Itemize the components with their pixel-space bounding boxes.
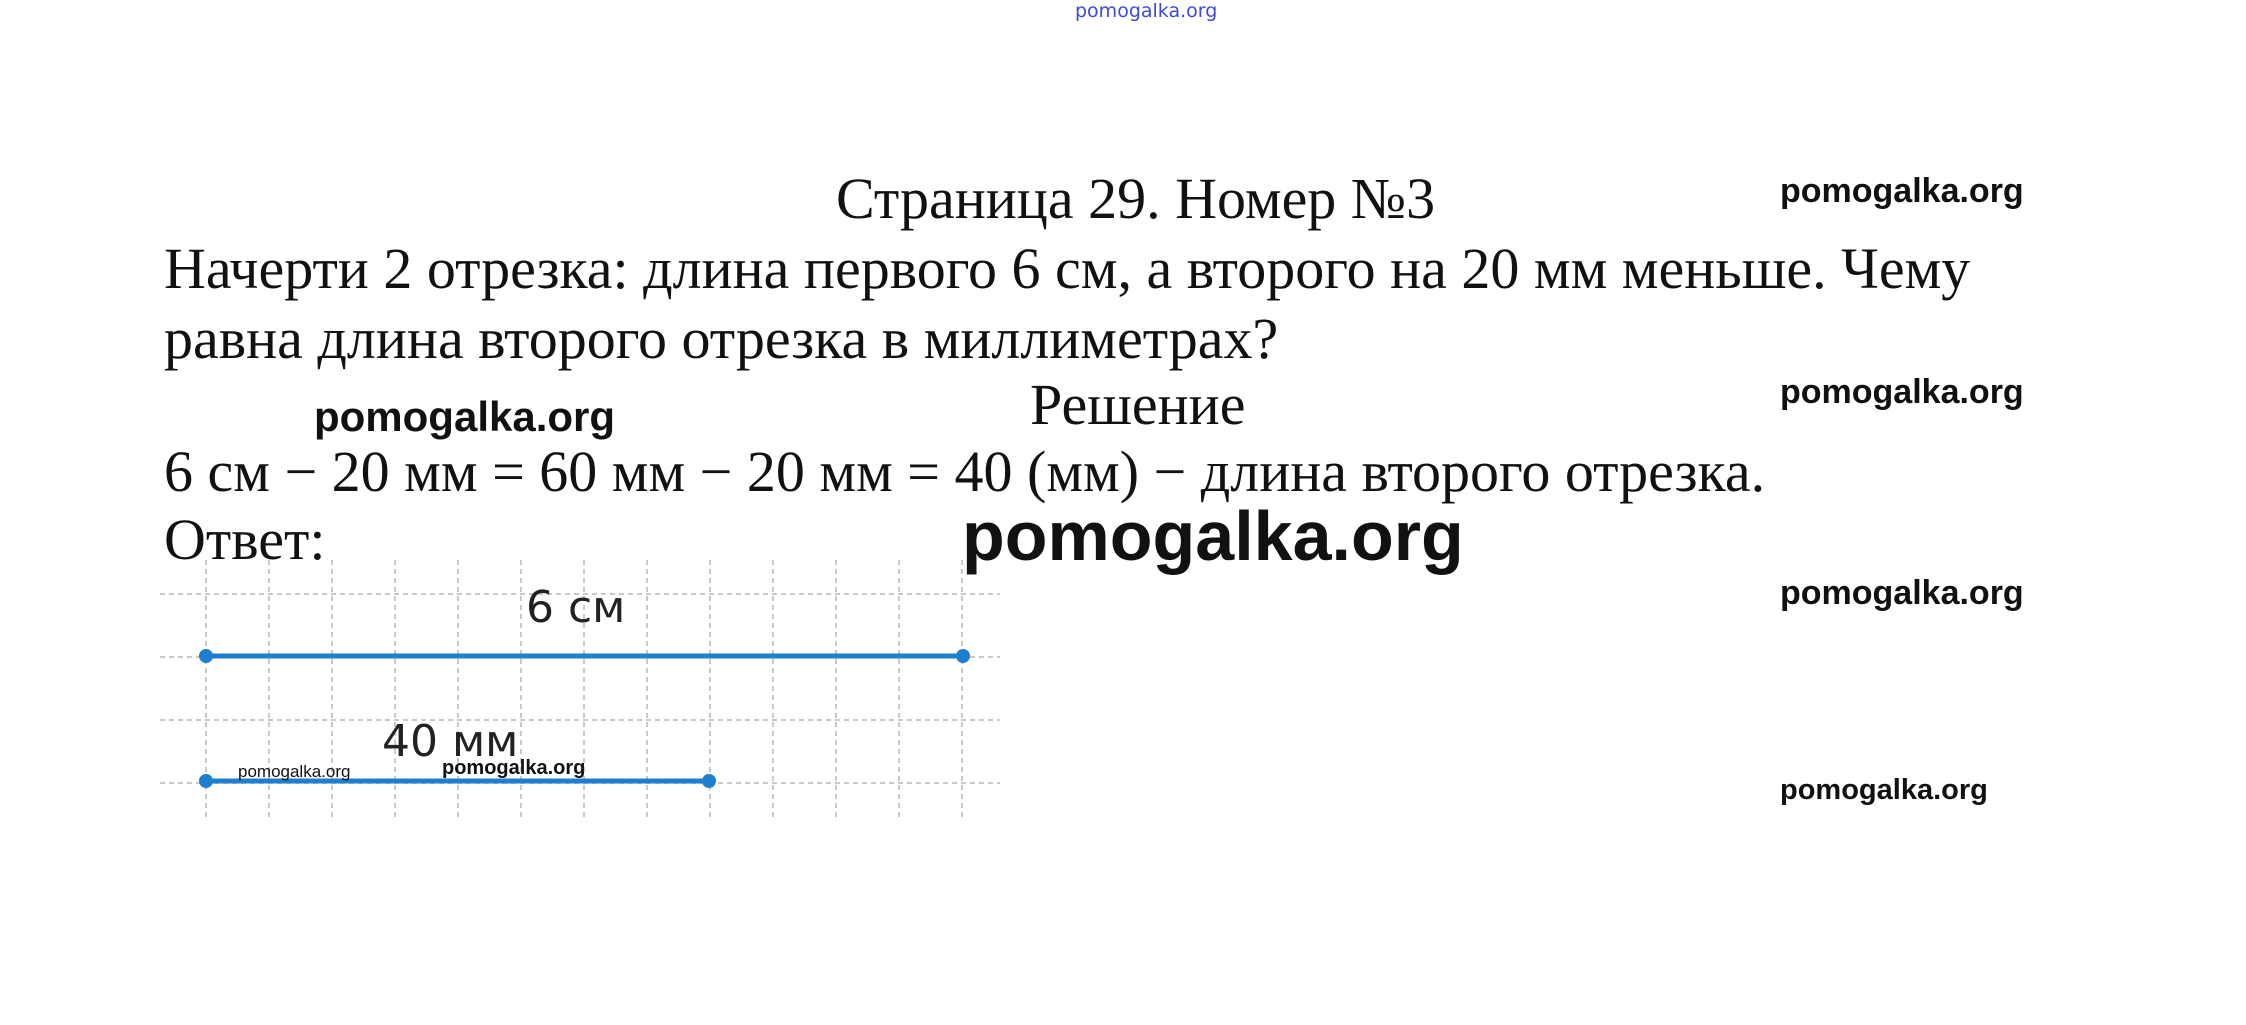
watermark-figure-small-1: pomogalka.org	[238, 762, 351, 781]
watermark-right-3: pomogalka.org	[1780, 574, 2024, 612]
segment-1-start-point	[199, 649, 213, 663]
watermark-left: pomogalka.org	[314, 393, 616, 440]
watermark-figure-small-2: pomogalka.org	[442, 757, 586, 779]
segment-1-end-point	[956, 649, 970, 663]
segment-2-label: 40 мм	[382, 716, 519, 767]
segment-2-start-point	[199, 774, 213, 788]
segment-2-end-point	[702, 774, 716, 788]
page-title: Страница 29. Номер №3	[836, 166, 1436, 231]
solution-heading: Решение	[1030, 372, 1246, 437]
watermark-right-4: pomogalka.org	[1780, 774, 1988, 806]
watermark-center-big: pomogalka.org	[962, 497, 1464, 575]
watermark-right-1: pomogalka.org	[1780, 172, 2024, 210]
answer-label: Ответ:	[164, 507, 326, 572]
site-link[interactable]: pomogalka.org	[1075, 0, 1218, 22]
problem-statement: Начерти 2 отрезка: длина первого 6 см, а второго на 20 мм меньше. Чему равна длина второго отрезка в миллиметрах?	[164, 236, 1971, 371]
segment-1-label: 6 см	[526, 582, 626, 633]
watermark-right-2: pomogalka.org	[1780, 373, 2024, 411]
solution-calculation: 6 см − 20 мм = 60 мм − 20 мм = 40 (мм) − длина второго отрезка.	[164, 439, 1766, 504]
